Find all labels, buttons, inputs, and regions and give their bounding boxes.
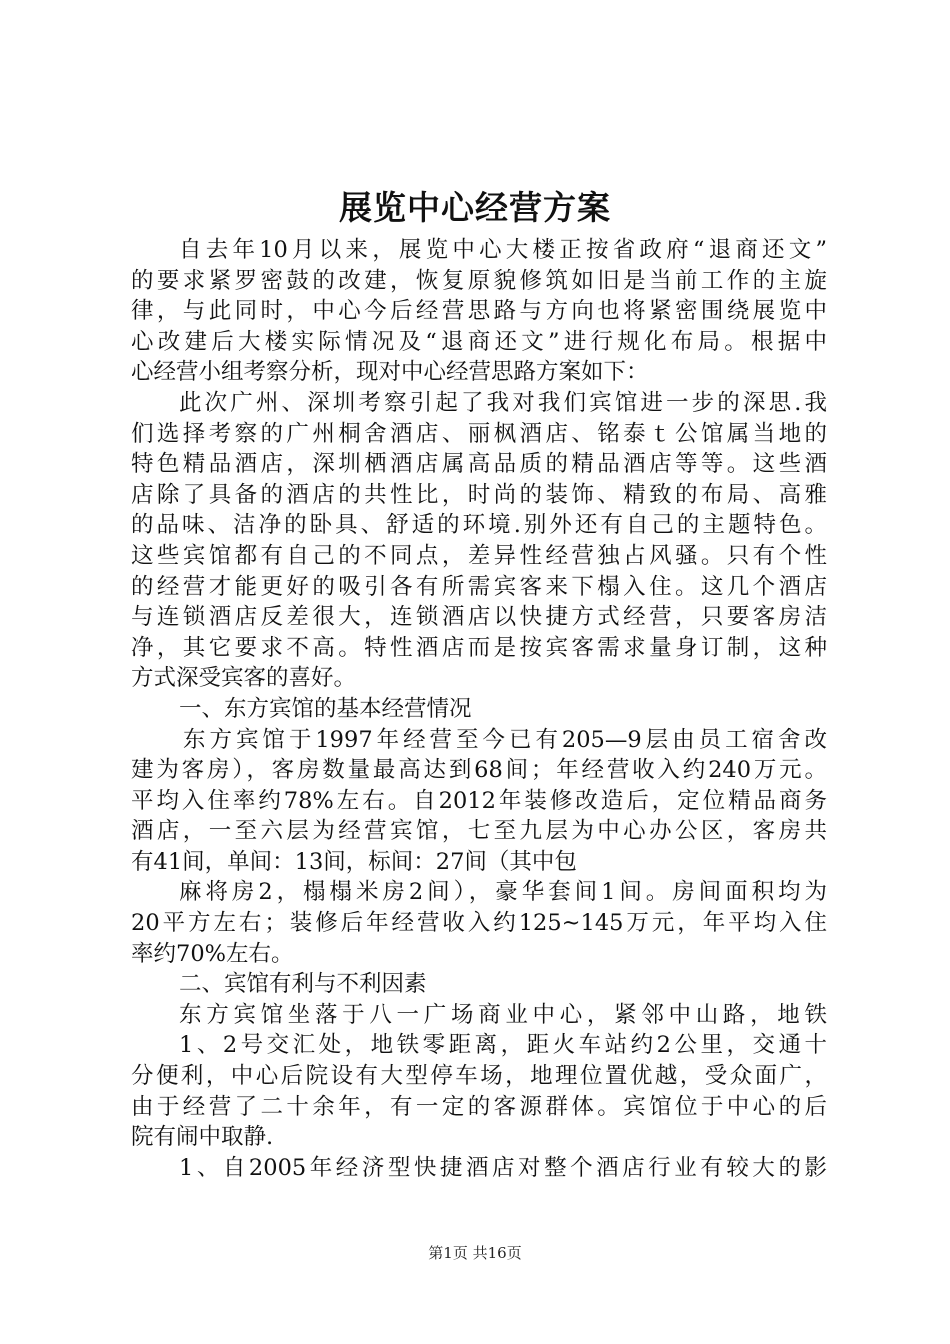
text-line: 1、2号交汇处，地铁零距离，距火车站约2公里，交通十	[179, 1032, 827, 1059]
text-line: 麻将房2，榻榻米房2间），豪华套间1间。房间面积均为	[179, 879, 827, 906]
section-heading: 二、宾馆有利与不利因素	[179, 971, 427, 998]
text-line: 的要求紧罗密鼓的改建，恢复原貌修筑如旧是当前工作的主旋	[131, 267, 827, 294]
text-line: 院有闹中取静.	[131, 1124, 274, 1151]
text-line: 1、自2005年经济型快捷酒店对整个酒店行业有较大的影	[179, 1154, 827, 1181]
text-line: 这些宾馆都有自己的不同点，差异性经营独占风骚。只有个性	[131, 542, 827, 569]
text-line: 由于经营了二十余年，有一定的客源群体。宾馆位于中心的后	[131, 1093, 827, 1120]
text-line: 与连锁酒店反差很大，连锁酒店以快捷方式经营，只要客房洁	[131, 604, 827, 631]
text-line: 特色精品酒店，深圳栖酒店属高品质的精品酒店等等。这些酒	[131, 451, 827, 478]
text-line: 的经营才能更好的吸引各有所需宾客来下榻入住。这几个酒店	[131, 573, 827, 600]
text-line: 平均入住率约78%左右。自2012年装修改造后，定位精品商务	[131, 787, 827, 814]
document-title: 展览中心经营方案	[339, 188, 611, 227]
text-line: 店除了具备的酒店的共性比，时尚的装饰、精致的布局、高雅	[131, 481, 827, 508]
text-line: 自去年10月以来，展览中心大楼正按省政府“退商还文”	[179, 237, 827, 263]
text-line: 酒店，一至六层为经营宾馆，七至九层为中心办公区，客房共	[131, 818, 827, 845]
text-line: 此次广州、深圳考察引起了我对我们宾馆进一步的深思.我	[179, 389, 827, 416]
text-line: 建为客房），客房数量最高达到68间；年经营收入约240万元。	[131, 757, 827, 784]
text-line: 心经营小组考察分析，现对中心经营思路方案如下：	[131, 359, 649, 386]
text-line: 东方宾馆坐落于八一广场商业中心，紧邻中山路，地铁	[179, 1001, 827, 1028]
document-body	[131, 235, 827, 1183]
text-line: 们选择考察的广州桐舍酒店、丽枫酒店、铭泰ｔ公馆属当地的	[131, 420, 827, 447]
section-heading: 一、东方宾馆的基本经营情况	[179, 695, 472, 722]
text-line: 20平方左右；装修后年经营收入约125~145万元，年平均入住	[131, 910, 827, 937]
text-line: 心改建后大楼实际情况及“退商还文”进行规化布局。根据中	[131, 328, 827, 355]
text-line: 有41间，单间：13间，标间：27间（其中包	[131, 848, 577, 875]
text-line: 的品味、洁净的卧具、舒适的环境.别外还有自己的主题特色。	[131, 512, 827, 539]
text-line: 律，与此同时，中心今后经营思路与方向也将紧密围绕展览中	[131, 298, 827, 325]
text-line: 分便利，中心后院设有大型停车场，地理位置优越，受众面广，	[131, 1063, 827, 1090]
page-footer: 第1页 共16页	[428, 1244, 522, 1262]
text-line: 方式深受宾客的喜好。	[131, 665, 357, 692]
text-line: 率约70%左右。	[131, 940, 294, 967]
text-line: 净，其它要求不高。特性酒店而是按宾客需求量身订制，这种	[131, 634, 827, 661]
text-line: 东方宾馆于1997年经营至今已有205—9层由员工宿舍改	[183, 726, 827, 753]
